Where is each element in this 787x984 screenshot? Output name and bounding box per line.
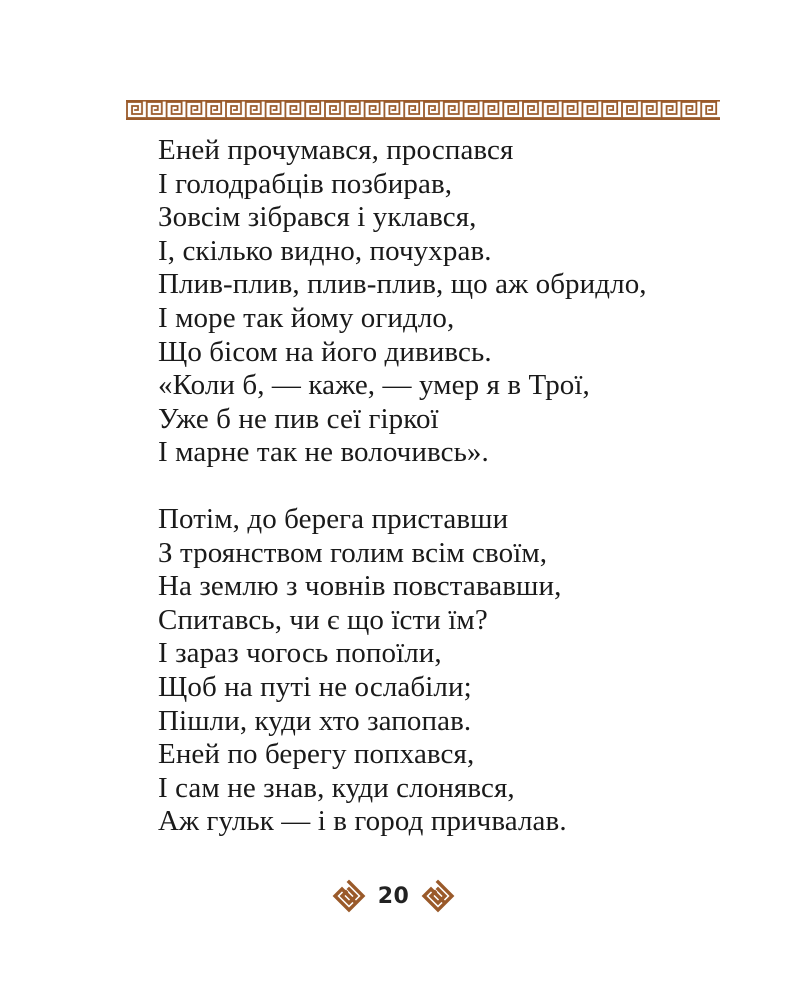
page-number: 20 [377,883,410,909]
poem-line: І, скілько видно, почухрав. [158,234,492,267]
poem-line: І марне так не волочивсь». [158,436,489,469]
spiral-diamond-ornament-left-icon [332,879,366,913]
poem [158,134,758,839]
poem-line: З троянством голим всім своїм, [158,536,548,569]
poem-line: «Коли б, — каже, — умер я в Трої, [158,369,590,402]
poem-line: І голодрабців позбирав, [158,167,453,200]
poem-line: І море так йому огидло, [158,301,455,334]
spiral-diamond-ornament-right-icon [421,879,455,913]
poem-line: Що бісом на його дививсь. [158,335,492,368]
poem-line: І сам не знав, куди слонявся, [158,771,515,804]
poem-line: Пішли, куди хто запопав. [158,704,472,737]
poem-line: На землю з човнів повстававши, [158,570,562,603]
poem-line: Спитавсь, чи є що їсти їм? [158,603,488,636]
poem-line: Еней по берегу попхався, [158,738,475,771]
poem-line: І зараз чогось попоїли, [158,637,442,670]
poem-line: Плив-плив, плив-плив, що аж обридло, [158,268,647,301]
poem-line: Уже б не пив сеї гіркої [158,402,439,435]
poem-line: Щоб на путі не ослабіли; [158,670,472,703]
greek-key-border-icon [126,100,720,120]
poem-line: Потім, до берега приставши [158,502,509,535]
poem-line: Аж гульк — і в город причвалав. [158,805,567,838]
poem-line: Еней прочумався, проспався [158,134,514,166]
poem-line: Зовсім зібрався і уклався, [158,201,477,234]
stanza-1 [158,134,758,470]
stanza-2 [158,503,758,839]
page-footer [0,878,787,914]
